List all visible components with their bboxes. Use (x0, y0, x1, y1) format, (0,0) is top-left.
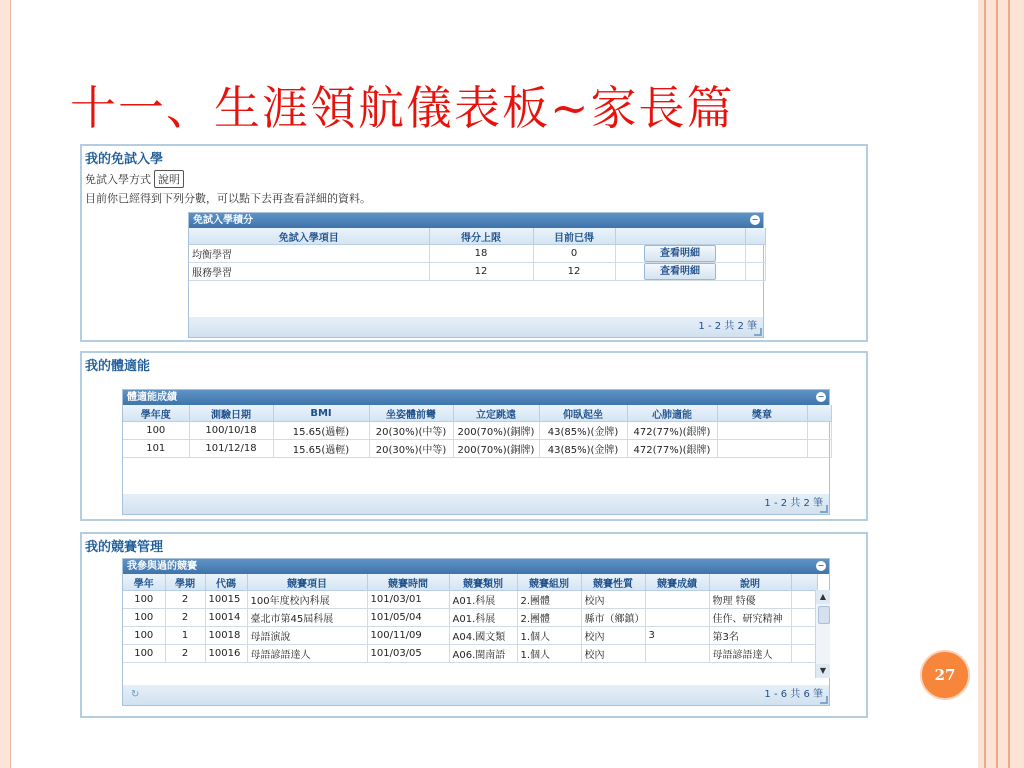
exam-table (189, 228, 766, 281)
col-contest-nature[interactable]: 競賽性質 (581, 574, 645, 591)
cell: A01.科展 (449, 591, 517, 609)
score-got: 0 (533, 245, 615, 263)
table-row (123, 591, 817, 609)
collapse-circle-icon[interactable]: − (751, 215, 759, 224)
contest-table-header (123, 574, 817, 591)
cell: 母語諺語達人 (709, 645, 791, 663)
fitness-grid-caption: 體適能成績 − (123, 390, 829, 405)
scroll-up-icon[interactable]: ▲ (816, 590, 830, 604)
contest-grid (122, 558, 830, 706)
score-max: 12 (429, 263, 533, 281)
cell: A04.國文類 (449, 627, 517, 645)
cell: 2 (165, 609, 205, 627)
col-contest-category[interactable]: 競賽類別 (449, 574, 517, 591)
table-row (123, 627, 817, 645)
pager-info: 1 - 2 共 2 筆 (764, 498, 823, 509)
cell: 43(85%)(金牌) (539, 422, 627, 440)
cell: 101/03/01 (367, 591, 449, 609)
explain-button[interactable]: 說明 (154, 170, 184, 188)
exam-item: 服務學習 (189, 263, 429, 281)
col-cardio[interactable]: 心肺適能 (627, 405, 717, 422)
fitness-panel-title: 我的體適能 (85, 359, 151, 374)
resize-grip-icon[interactable] (820, 696, 828, 704)
cell: 10016 (205, 645, 247, 663)
col-exam-item[interactable]: 免試入學項目 (189, 228, 429, 245)
fitness-table (123, 405, 832, 458)
cell: 101/05/04 (367, 609, 449, 627)
cell: 472(77%)(銀牌) (627, 440, 717, 458)
col-contest-time[interactable]: 競賽時間 (367, 574, 449, 591)
exam-method-label: 免試入學方式 (85, 173, 151, 186)
col-action (615, 228, 745, 245)
cell: 10014 (205, 609, 247, 627)
table-row (123, 609, 817, 627)
cell (645, 609, 709, 627)
cell (717, 422, 807, 440)
col-contest-result[interactable]: 競賽成績 (645, 574, 709, 591)
pager-info: 1 - 6 共 6 筆 (764, 689, 823, 700)
scroll-down-icon[interactable]: ▼ (816, 664, 830, 678)
exam-grid-footer (189, 317, 763, 337)
cell: 100/11/09 (367, 627, 449, 645)
refresh-icon[interactable]: ↻ (131, 689, 140, 700)
cell: 100 (123, 645, 165, 663)
contest-grid-caption: 我參與過的競賽 − (123, 559, 829, 574)
cell: 100年度校內科展 (247, 591, 367, 609)
cell (717, 440, 807, 458)
view-detail-button[interactable]: 查看明細 (644, 245, 716, 262)
cell (645, 591, 709, 609)
cell: A06.閩南語 (449, 645, 517, 663)
cell: 100/10/18 (189, 422, 273, 440)
col-medal[interactable]: 獎章 (717, 405, 807, 422)
table-row (189, 245, 765, 263)
cell: 100 (123, 609, 165, 627)
page-number-badge: 27 (920, 650, 970, 700)
contest-scrollbar[interactable] (815, 590, 830, 678)
contest-panel (80, 532, 868, 718)
col-contest-item[interactable]: 競賽項目 (247, 574, 367, 591)
cell: 第3名 (709, 627, 791, 645)
contest-panel-title: 我的競賽管理 (85, 540, 164, 555)
table-row (123, 645, 817, 663)
col-semester[interactable]: 學期 (165, 574, 205, 591)
exam-panel-title: 我的免試入學 (85, 152, 164, 167)
cell: 200(70%)(銅牌) (453, 440, 539, 458)
cell: 43(85%)(金牌) (539, 440, 627, 458)
col-contest-group[interactable]: 競賽組別 (517, 574, 581, 591)
fitness-grid-footer (123, 494, 829, 514)
cell: 15.65(過輕) (273, 440, 369, 458)
cell: 20(30%)(中等) (369, 440, 453, 458)
cell: 校內 (581, 591, 645, 609)
col-bmi[interactable]: BMI (273, 405, 369, 422)
cell: 縣市（鄉鎮） (581, 609, 645, 627)
cell: 2.團體 (517, 609, 581, 627)
cell: 校內 (581, 645, 645, 663)
exam-method-row (82, 169, 866, 189)
cell: 200(70%)(銅牌) (453, 422, 539, 440)
scroll-thumb[interactable] (818, 606, 830, 624)
col-test-date[interactable]: 測驗日期 (189, 405, 273, 422)
cell: 472(77%)(銀牌) (627, 422, 717, 440)
fitness-table-header (123, 405, 831, 422)
cell: 校內 (581, 627, 645, 645)
col-code[interactable]: 代碼 (205, 574, 247, 591)
cell: 1.個人 (517, 627, 581, 645)
fitness-grid (122, 389, 830, 515)
slide-left-border (0, 0, 11, 768)
collapse-circle-icon[interactable]: − (817, 392, 825, 401)
col-sit-reach[interactable]: 坐姿體前彎 (369, 405, 453, 422)
col-score-max[interactable]: 得分上限 (429, 228, 533, 245)
slide-title: 十一、生涯領航儀表板~家長篇 (70, 81, 735, 135)
exam-score-grid (188, 212, 764, 338)
cell: 100 (123, 627, 165, 645)
cell: 10015 (205, 591, 247, 609)
exam-grid-caption: 免試入學積分 − (189, 213, 763, 228)
contest-grid-footer (123, 685, 829, 705)
exam-item: 均衡學習 (189, 245, 429, 263)
cell: 母語演說 (247, 627, 367, 645)
view-detail-button[interactable]: 查看明細 (644, 263, 716, 280)
cell: 101/12/18 (189, 440, 273, 458)
exam-panel (80, 144, 868, 342)
cell: 15.65(過輕) (273, 422, 369, 440)
cell: A01.科展 (449, 609, 517, 627)
slide-right-border (978, 0, 1024, 768)
col-description[interactable]: 說明 (709, 574, 791, 591)
fitness-panel (80, 351, 868, 521)
table-row (123, 440, 831, 458)
cell: 2 (165, 645, 205, 663)
col-score-got[interactable]: 目前已得 (533, 228, 615, 245)
cell: 101/03/05 (367, 645, 449, 663)
exam-table-header (189, 228, 765, 245)
exam-info-text: 目前你已經得到下列分數，可以點下去再查看詳細的資料。 (85, 192, 371, 205)
resize-grip-icon[interactable] (754, 328, 762, 336)
cell: 1 (165, 627, 205, 645)
cell: 佳作、研究精神 (709, 609, 791, 627)
cell: 20(30%)(中等) (369, 422, 453, 440)
pager-info: 1 - 2 共 2 筆 (698, 321, 757, 332)
score-got: 12 (533, 263, 615, 281)
cell (645, 645, 709, 663)
cell: 100 (123, 591, 165, 609)
table-row (123, 422, 831, 440)
cell: 母語諺語達人 (247, 645, 367, 663)
cell: 101 (123, 440, 189, 458)
col-long-jump[interactable]: 立定跳遠 (453, 405, 539, 422)
cell: 3 (645, 627, 709, 645)
col-school-year[interactable]: 學年度 (123, 405, 189, 422)
cell: 臺北市第45屆科展 (247, 609, 367, 627)
cell: 2.團體 (517, 591, 581, 609)
cell: 2 (165, 591, 205, 609)
cell: 100 (123, 422, 189, 440)
resize-grip-icon[interactable] (820, 505, 828, 513)
col-year[interactable]: 學年 (123, 574, 165, 591)
table-row (189, 263, 765, 281)
cell: 1.個人 (517, 645, 581, 663)
collapse-circle-icon[interactable]: − (817, 561, 825, 570)
contest-table (123, 574, 818, 663)
col-sit-ups[interactable]: 仰臥起坐 (539, 405, 627, 422)
cell: 物理 特優 (709, 591, 791, 609)
score-max: 18 (429, 245, 533, 263)
cell: 10018 (205, 627, 247, 645)
